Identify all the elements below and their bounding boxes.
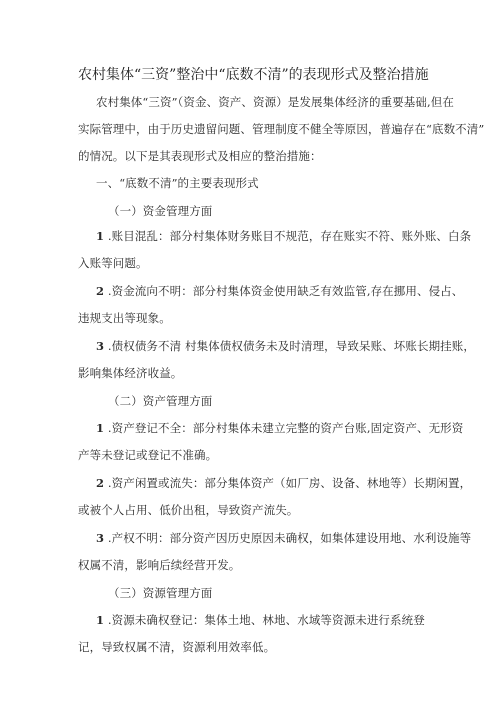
section-1-heading: 一、“底数不清”的主要表现形式 [96, 176, 259, 190]
sub2-item-2-number: 2 [96, 476, 105, 490]
sub3-item-1-number: 1 [96, 613, 105, 627]
sub2-item-2-line-2: 或被个人占用、低价出租，导致资产流失。 [78, 503, 299, 517]
sub2-item-2-line-1 [96, 476, 471, 491]
sub1-item-2-line-2: 违规支出等现象。 [78, 311, 171, 325]
sub1-item-2-line-1 [96, 284, 463, 299]
sub2-item-3-line-1 [96, 531, 471, 546]
sub2-item-1-line-2: 产等未登记或登记不准确。 [78, 448, 218, 462]
sub3-item-1-text: .资源未确权登记：集体土地、林地、水域等资源未进行系统登 [107, 613, 425, 627]
sub2-item-3-line-2: 权属不清，影响后续经营开发。 [78, 558, 241, 572]
document-title: 农村集体“三资”整治中“底数不清”的表现形式及整治措施 [78, 67, 429, 83]
sub1-item-3-line-1 [96, 339, 475, 354]
sub1-item-3-line-2: 影响集体经济收益。 [78, 366, 183, 380]
sub1-item-1-line-2: 入账等问题。 [78, 256, 148, 270]
sub1-item-3-text: .债权债务不清 村集体债权债务未及时清理，导致呆账、坏账长期挂账， [107, 339, 475, 353]
sub2-item-3-number: 3 [96, 531, 105, 545]
subsection-2-heading: （二）资产管理方面 [108, 394, 213, 408]
sub1-item-3-number: 3 [96, 339, 105, 353]
intro-line-3: 的情况。以下是其表现形式及相应的整治措施： [78, 149, 322, 163]
sub3-item-1-line-1 [96, 613, 425, 628]
subsection-3-heading: （三）资源管理方面 [108, 586, 213, 600]
sub1-item-2-number: 2 [96, 284, 105, 298]
sub1-item-1-number: 1 [96, 229, 105, 243]
intro-line-2: 实际管理中，由于历史遗留问题、管理制度不健全等原因，普遍存在“底数不清” [78, 122, 485, 136]
sub2-item-2-text: .资产闲置或流失：部分集体资产（如厂房、设备、林地等）长期闲置， [107, 476, 472, 490]
subsection-1-heading: （一）资金管理方面 [108, 204, 213, 218]
intro-line-1: 农村集体“三资”（资金、资产、资源）是发展集体经济的重要基础,但在 [96, 95, 454, 109]
sub3-item-1-line-2: 记，导致权属不清，资源利用效率低。 [78, 640, 276, 654]
sub1-item-2-text: .资金流向不明：部分村集体资金使用缺乏有效监管,存在挪用、侵占、 [107, 284, 464, 298]
sub2-item-1-line-1 [96, 421, 463, 436]
sub2-item-1-text: .资产登记不全：部分村集体未建立完整的资产台账,固定资产、无形资 [107, 421, 464, 435]
sub2-item-3-text: .产权不明：部分资产因历史原因未确权，如集体建设用地、水利设施等 [107, 531, 472, 545]
sub1-item-1-line-1 [96, 229, 471, 244]
sub1-item-1-text: .账目混乱：部分村集体财务账目不规范，存在账实不符、账外账、白条 [107, 229, 472, 243]
sub2-item-1-number: 1 [96, 421, 105, 435]
